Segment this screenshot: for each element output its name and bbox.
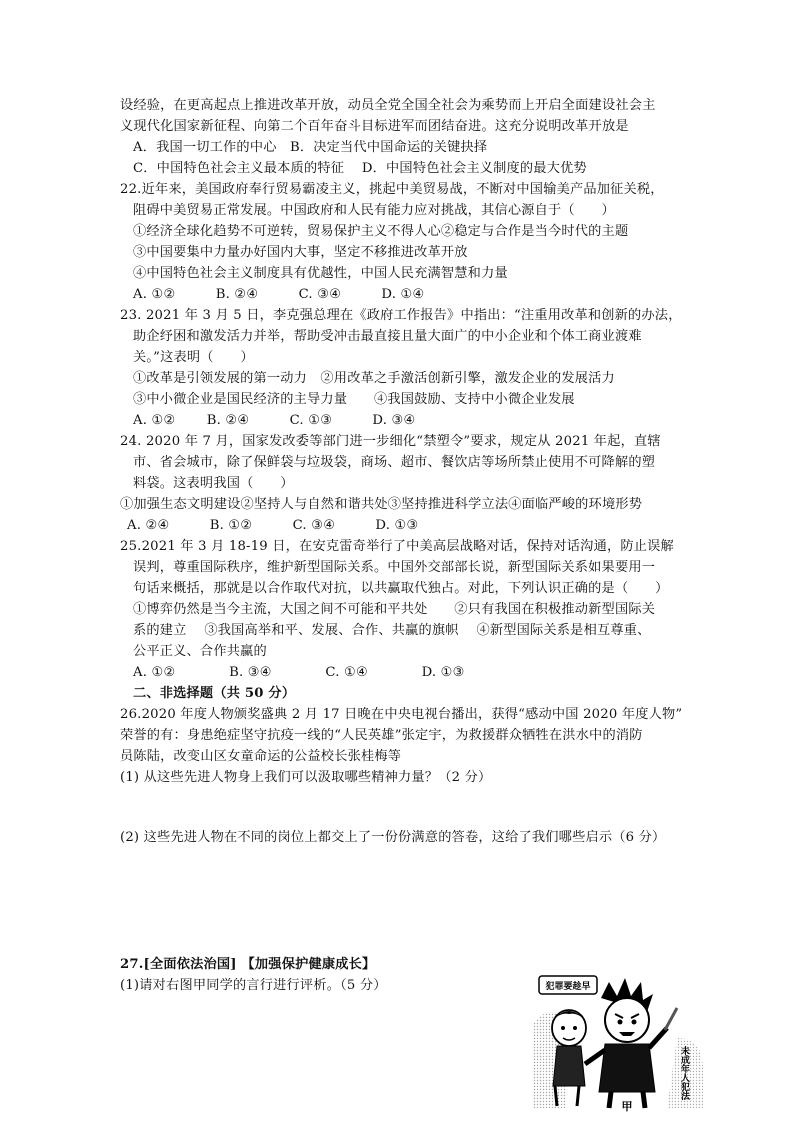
q23-choices: A. ①② B. ②④ C. ①③ D. ③④ [133, 413, 416, 428]
q25-stem-line2: 误判，尊重国际秩序，维护新型国际关系。中国外交部部长说，新型国际关系如果要用一 [133, 560, 656, 575]
q21-stem-line2: 义现代化国家新征程、向第二个百年奋斗目标进军而团结奋进。这充分说明改革开放是 [120, 119, 629, 134]
q25-stem-line3: 句话来概括，那就是以合作取代对抗，以共赢取代独占。对此，下列认识正确的是（ ） [133, 581, 669, 596]
q27-sub-question-1: (1)请对右图甲同学的言行进行评析。（5 分） [120, 978, 387, 993]
q26-stem-line1: 26.2020 年度人物颁奖盛典 2 月 17 日晚在中央电视台播出，获得“感动中国 2020 年度人物” [120, 707, 683, 722]
q25-choices: A. ①② B. ③④ C. ①④ D. ①③ [133, 665, 465, 680]
q25-item-line1: ①博弈仍然是当今主流，大国之间不可能和平共处 ②只有我国在积极推动新型国际关 [133, 602, 656, 617]
q26-sub-question-2: (2) 这些先进人物在不同的岗位上都交上了一份份满意的答卷，这给了我们哪些启示（6 分） [120, 830, 666, 845]
q22-item-1-2: ①经济全球化趋势不可逆转，贸易保护主义不得人心②稳定与合作是当今时代的主题 [133, 224, 629, 239]
cartoon-side-text: 未成年人犯法 [679, 1046, 689, 1100]
section-2-heading: 二、非选择题（共 50 分） [133, 686, 296, 701]
q24-stem-line2: 市、省会城市，除了保鲜袋与垃圾袋，商场、超市、餐饮店等场所禁止使用不可降解的塑 [133, 455, 656, 470]
q25-stem-line1: 25.2021 年 3 月 18-19 日，在安克雷奇举行了中美高层战略对话，保持对话沟通，防止误解 [120, 539, 674, 554]
q24-stem-line3: 料袋。这表明我国（ ） [133, 476, 294, 491]
q22-choices: A. ①② B. ②④ C. ③④ D. ①④ [133, 287, 425, 302]
cartoon-sign [539, 976, 597, 994]
q24-choices: A. ②④ B. ①② C. ③④ D. ①③ [127, 518, 419, 533]
q22-item-4: ④中国特色社会主义制度具有优越性，中国人民充满智慧和力量 [133, 266, 508, 281]
q25-item-line3: 公平正义、合作共赢的 [133, 644, 267, 659]
q21-options-ab: A．我国一切工作的中心 B．决定当代中国命运的关键抉择 [133, 140, 488, 155]
q27-cartoon-illustration [527, 968, 705, 1113]
cartoon-sign-text: 犯罪要趁早 [545, 982, 591, 992]
cartoon-label-jia: 甲 [621, 1100, 633, 1113]
q22-stem-line1: 22.近年来，美国政府奉行贸易霸凌主义，挑起中美贸易战，不断对中国输美产品加征关税， [120, 182, 664, 197]
q23-stem-line1: 23. 2021 年 3 月 5 日，李克强总理在《政府工作报告》中指出：“注重用改革和创新的办法， [120, 308, 682, 323]
q24-stem-line1: 24. 2020 年 7 月，国家发改委等部门进一步细化“禁塑令”要求，规定从 2021 年起，直辖 [120, 434, 661, 449]
q26-sub-question-1: (1) 从这些先进人物身上我们可以汲取哪些精神力量？（2 分） [120, 770, 492, 785]
q26-stem-line2: 荣誉的有：身患绝症坚守抗疫一线的“人民英雄”张定宇，为救援群众牺牲在洪水中的消防 [120, 728, 643, 743]
q23-item-1-2: ①改革是引领发展的第一动力 ②用改革之手激活创新引擎，激发企业的发展活力 [133, 371, 615, 386]
q22-item-3: ③中国要集中力量办好国内大事，坚定不移推进改革开放 [133, 245, 468, 260]
q21-options-cd: C．中国特色社会主义最本质的特征 D．中国特色社会主义制度的最大优势 [133, 161, 587, 176]
q25-item-line2: 系的建立 ③我国高举和平、发展、合作、共赢的旗帜 ④新型国际关系是相互尊重、 [133, 623, 651, 638]
q24-items: ①加强生态文明建设②坚持人与自然和谐共处③坚持推进科学立法④面临严峻的环境形势 [120, 497, 643, 512]
q23-stem-line3: 关。”这表明（ ） [133, 350, 254, 365]
q23-item-3-4: ③中小微企业是国民经济的主导力量 ④我国鼓励、支持中小微企业发展 [133, 392, 575, 407]
q27-heading: 27.[全面依法治国] 【加强保护健康成长】 [120, 957, 376, 972]
q22-stem-line2: 阻碍中美贸易正常发展。中国政府和人民有能力应对挑战，其信心源自于（ ） [133, 203, 615, 218]
q23-stem-line2: 助企纾困和激发活力并举，帮助受冲击最直接且量大面广的中小企业和个体工商业渡难 [133, 329, 642, 344]
q21-stem-line1: 设经验，在更高起点上推进改革开放，动员全党全国全社会为乘势而上开启全面建设社会主 [120, 98, 656, 113]
q26-stem-line3: 员陈陆，改变山区女童命运的公益校长张桂梅等 [120, 749, 402, 764]
